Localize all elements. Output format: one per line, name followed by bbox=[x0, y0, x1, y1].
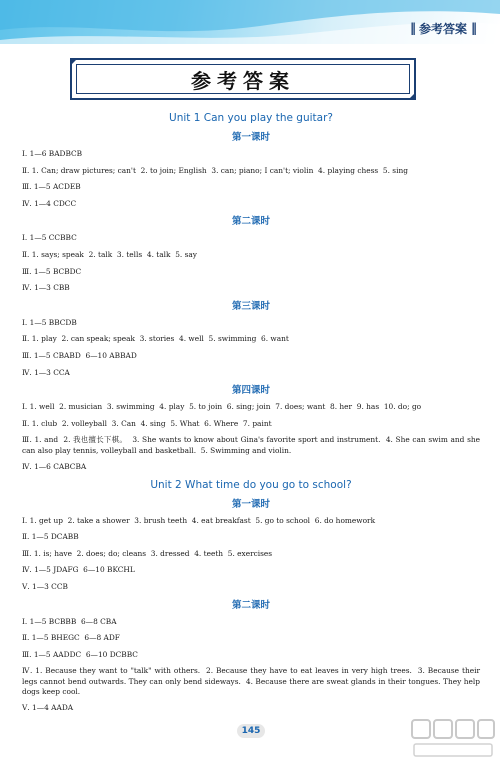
answer-line: Ⅲ. 1—5 ACDEB bbox=[22, 182, 81, 192]
answer-line: Ⅳ. 1—3 CBB bbox=[22, 283, 70, 293]
watermark-logo-icon bbox=[410, 716, 496, 760]
unit-2-lesson-2 bbox=[22, 599, 483, 714]
header-badge-label: 参考答案 bbox=[418, 21, 467, 36]
corner-decoration bbox=[70, 58, 78, 66]
corner-decoration bbox=[408, 92, 416, 100]
answer-line: Ⅱ. 1. says; speak 2. talk 3. tells 4. talk 5. say bbox=[22, 249, 197, 259]
unit-1-title: Unit 1 Can you play the guitar? bbox=[169, 112, 333, 124]
answer-line: Ⅳ. 1—3 CCA bbox=[22, 367, 70, 377]
answer-line: Ⅱ. 1—5 DCABB bbox=[22, 532, 79, 542]
answer-line: Ⅰ. 1—6 BADBCB bbox=[22, 149, 83, 158]
bars-icon: ‖ bbox=[471, 21, 476, 35]
answer-line: Ⅰ. 1. well 2. musician 3. swimming 4. play 5. to join 6. sing; join 7. does; want 8. her 9. has 10. do; go bbox=[22, 402, 422, 412]
answer-line: Ⅲ. 1. is; have 2. does; do; cleans 3. dressed 4. teeth 5. exercises bbox=[22, 548, 273, 558]
answer-line: Ⅱ. 1. Can; draw pictures; can't 2. to join; English 3. can; piano; I can't; violin 4. playing chess 5. sing bbox=[22, 165, 408, 175]
answer-line: Ⅰ. 1. get up 2. take a shower 3. brush teeth 4. eat breakfast 5. go to school 6. do homework bbox=[22, 515, 376, 525]
answer-line: Ⅳ. 1. Because they want to "talk" with others. 2. Because they have to eat leaves in very high trees. 3. Because their legs cannot bend outwards. They can only bend sideways. 4. Because there are sweat glands in their tongues. They help dogs keep cool. bbox=[22, 666, 483, 696]
answer-line: Ⅰ. 1—5 CCBBC bbox=[22, 233, 77, 243]
lesson-title: 第三课时 bbox=[231, 300, 270, 312]
answer-line: Ⅱ. 1. club 2. volleyball 3. Can 4. sing 5. What 6. Where 7. paint bbox=[22, 418, 272, 428]
page-number: 145 bbox=[237, 724, 265, 738]
unit-2-lesson-1 bbox=[22, 498, 480, 593]
unit-1-lesson-2 bbox=[22, 215, 480, 293]
lesson-title: 第二课时 bbox=[231, 599, 270, 611]
lesson-title: 第四课时 bbox=[231, 385, 270, 397]
answer-line: Ⅱ. 1—5 BHEGC 6—8 ADF bbox=[22, 633, 120, 643]
answer-line: Ⅳ. 1—5 JDAFG 6—10 BKCHL bbox=[22, 565, 135, 575]
answer-line: Ⅱ. 1. play 2. can speak; speak 3. stories 4. well 5. swimming 6. want bbox=[22, 334, 289, 344]
answer-line: Ⅲ. 1—5 CBABD 6—10 ABBAD bbox=[22, 350, 137, 360]
unit-1-lesson-1 bbox=[22, 131, 480, 209]
answer-line: Ⅲ. 1. and 2. 我也擅长下棋。 3. She wants to know about Gina's favorite sport and instrument. 4. She can swim and she can also play tennis, volleyball and basketball. 5. Swimming and violin. bbox=[22, 435, 483, 455]
unit-2-title: Unit 2 What time do you go to school? bbox=[150, 478, 352, 491]
unit-1-lesson-3 bbox=[22, 300, 480, 378]
answer-line: Ⅳ. 1—6 CABCBA bbox=[22, 462, 87, 472]
unit-1-lesson-4 bbox=[22, 384, 483, 472]
answer-line: Ⅰ. 1—5 BBCDB bbox=[22, 317, 77, 327]
header-badge bbox=[404, 18, 482, 38]
page-title: 参考答案 bbox=[191, 68, 295, 93]
bars-icon: ‖ bbox=[409, 21, 415, 35]
answer-line: Ⅳ. 1—4 CDCC bbox=[22, 198, 77, 208]
answer-content bbox=[22, 112, 483, 720]
answer-line: Ⅲ. 1—5 BCBDC bbox=[22, 266, 82, 276]
answer-line: Ⅴ. 1—3 CCB bbox=[22, 582, 68, 592]
lesson-title: 第一课时 bbox=[231, 498, 270, 510]
page-title-box bbox=[70, 58, 416, 100]
answer-line: Ⅰ. 1—5 BCBBB 6—8 CBA bbox=[22, 616, 117, 626]
answer-line: Ⅲ. 1—5 AADDC 6—10 DCBBC bbox=[22, 649, 138, 659]
lesson-title: 第一课时 bbox=[231, 132, 270, 143]
answer-line: Ⅴ. 1—4 AADA bbox=[22, 703, 74, 713]
lesson-title: 第二课时 bbox=[231, 216, 270, 228]
